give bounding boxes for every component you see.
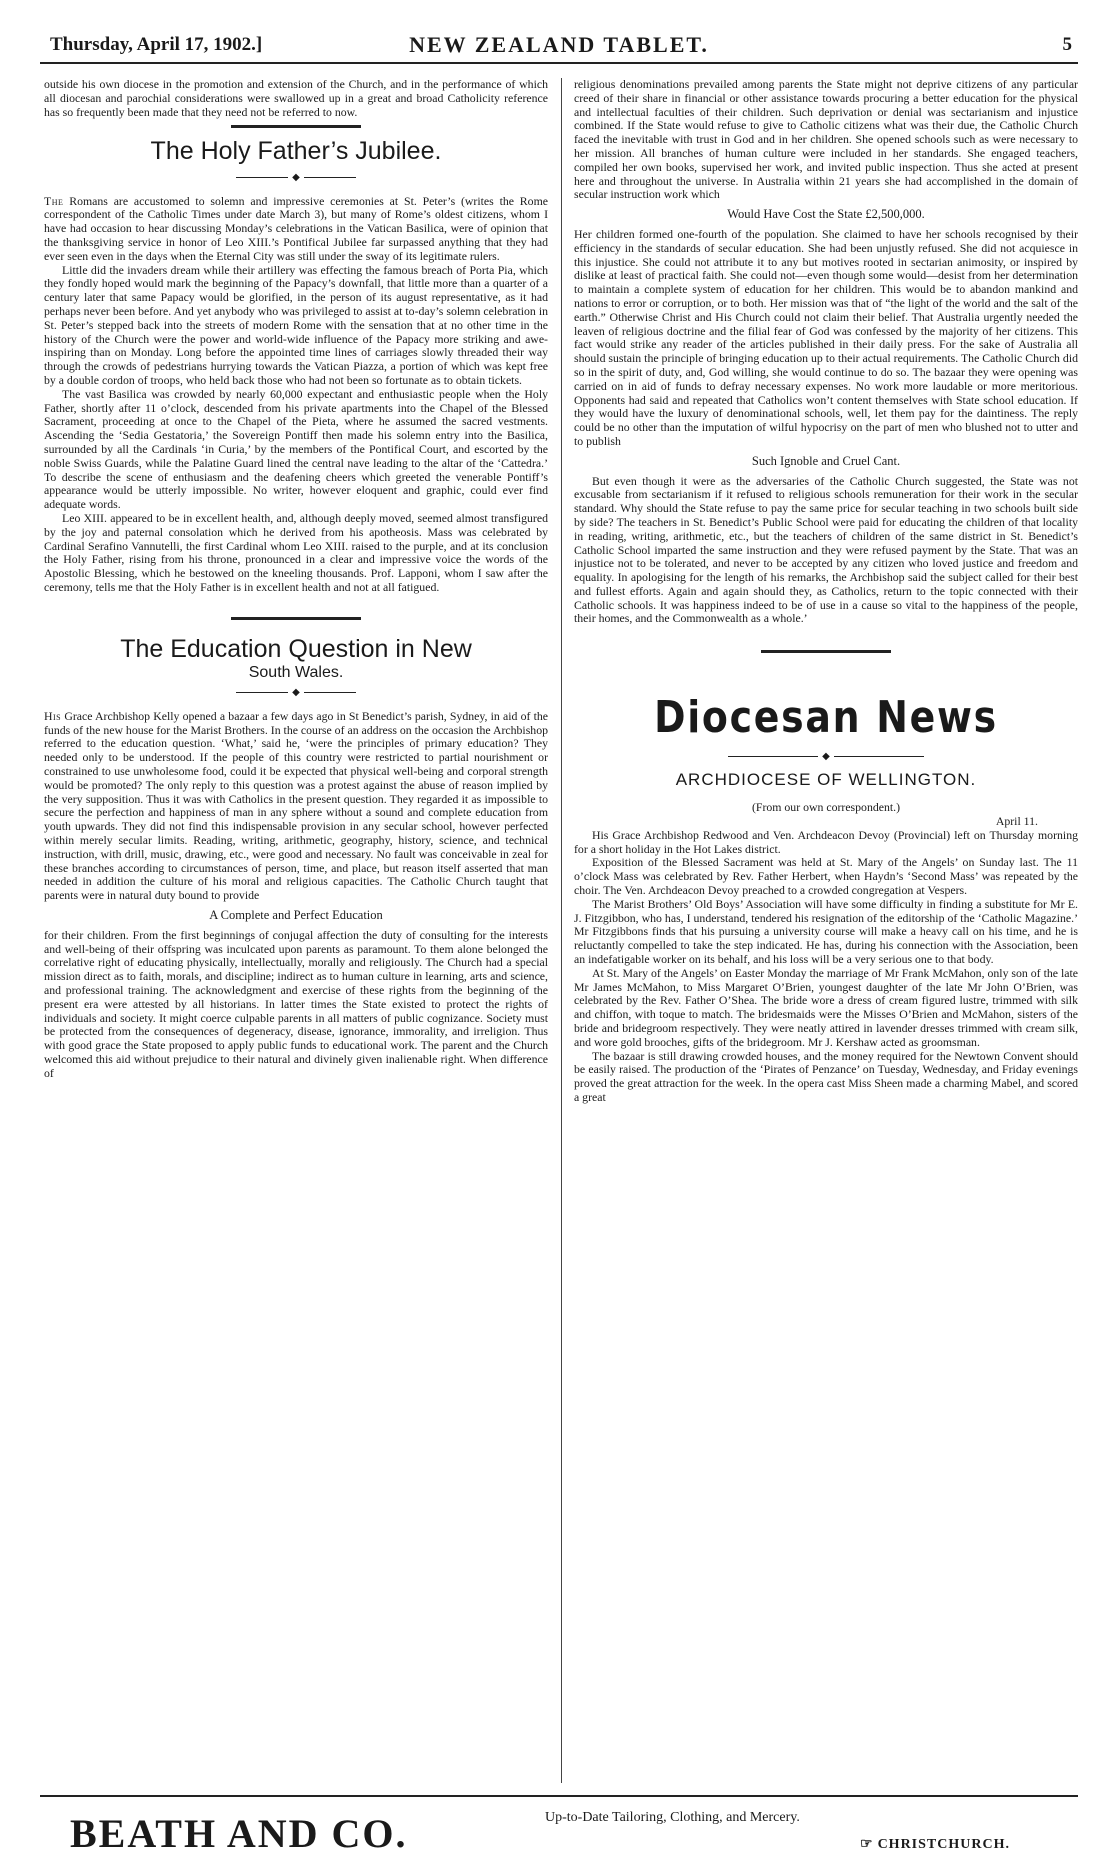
education-subhead: A Complete and Perfect Education xyxy=(209,908,383,923)
byline: (From our own correspondent.) xyxy=(751,800,901,815)
education-paragraph: But even though it were as the adversaries of the Catholic Church suggested, the State was not excusable from sectarianism if it refused to religious schools remuneration for their work in the secular standard. Why should the State refuse to pay the same price for secular teaching in two schools built side by side? The teachers in St. Benedict’s Public School were paid for educating the children of that locality in reading, writing, arithmetic, etc., but the teachers of children of the same district in St. Benedict’s Catholic School imparted the same instruction and they were refused payment by the State. That was an injustice not to be tolerated, and never to be accepted by any citizen who loved justice and freedom and equality. In apologising for the length of his remarks, the Archbishop said the subject called for their best and fullest efforts. Again and again should they, as Catholics, return to the topic connected with their Catholic schools. It was happiness indeed to be of use in a cause so vital to the happiness of the people, their homes, and the Commonwealth as a whole.’ xyxy=(574,473,1078,626)
advertisement-tagline: Up-to-Date Tailoring, Clothing, and Mercery. xyxy=(545,1810,800,1825)
left-column xyxy=(44,78,548,1788)
education-paragraph: religious denominations prevailed among parents the State might not deprive citizens of any particular creed of their share in financial or other assistance towards procuring a better education for the physical and intellectual faculties of their children. Such deprivation or denial was sectarianism and injustice combined. If the State would refuse to give to Catholic citizens what was their due, the Catholic Church faced the inevitable with trust in God and in her children. She opened schools such as were necessary to her mission. All branches of human culture were included in her standards. She engaged teachers, compiled her own books, supervised her work, and invited public inspection. Thus she acted at present here and throughout the universe. In Australia within 21 years she had accomplished in the domain of secular instruction work which xyxy=(574,78,1078,202)
jubilee-paragraph: The vast Basilica was crowded by nearly 60,000 expectant and enthusiastic people when the Holy Father, shortly after 11 o’clock, descended from his private apartments into the Chapel of the Blessed Sacrament, proceeding at once to the Chapel of the Pieta, where he assumed the sacred vestments. Ascending the ‘Sedia Gestatoria,’ the Sovereign Pontiff then made his solemn entry into the Basilica, surrounded by all the Cardinals ‘in Curia,’ by the members of the Pontifical Court, and escorted by the noble Swiss Guards, while the Palatine Guard lined the central nave leading to the altar of the ‘Cattedra.’ To describe the scene of enthusiasm and the deafening cheers which greeted the venerable Pontiff’s appearance would be utterly impossible. No writer, however eloquent and graphic, could ever find adequate words. xyxy=(44,386,548,512)
education-paragraph: His Grace Archbishop Kelly opened a bazaar a few days ago in St Benedict’s parish, Sydney, in aid of the funds of the new house for the Marist Brothers. In the course of an address on the occasion the Archbishop referred to the education question. ‘What,’ said he, ‘were the principles of primary education? They needed only to be understood. If the people of this country were restricted to partial nourishment or constrained to use unwholesome food, could it be expected that physical well-being and corporal strength would be promoted? The only reply to this question was a protest against the abuse of reason implied by the very supposition. Thus it was with Catholics in the present question. They regarded it as impossible to secure the perfection and happiness of man in any sphere without a sound and complete education from youth upwards. They did not find this indispensable provision in any secular school, however perfected within merely secular limits. Reading, writing, arithmetic, geography, history, science, and technical instruction, with drill, music, drawing, etc., were good and necessary. No fault was conceivable in zeal for these branches according to circumstances of person, time, and place, but reason itself asserted that man needed in addition the culture of his moral and religious capacities. The Catholic Church taught that parents were in natural duty bound to provide xyxy=(44,708,548,903)
footer-rule xyxy=(40,1795,1078,1797)
education-paragraph: Her children formed one-fourth of the population. She claimed to have her schools recognised by their efficiency in the standards of secular education. She had been unjustly refused. She did not acquiesce in this injustice. She could not attribute it to any but motives rooted in sectarian animosity, or inspired by dislike at least of practical faith. She could not—even though some would—desist from her determination to maintain a complete system of education for her children. This would be to abandon mankind and nations to error or corruption, or to both. Her mission was that of “the light of the world and the salt of the earth.” Otherwise Christ and His Church could not claim their belief. That Australia urgently needed the leaven of religious doctrine and the filial fear of God was confessed by the majority of her citizens. This fact would strike any reader of the articles published in their daily press. For the sake of Australia all should sustain the principle of bringing education up to their actual requirements. The Catholic Church did so in the spirit of duty, and, God willing, she would continue to do so. The bazaar they were opening was carried on in aid of funds to defray necessary expenses. No work more laudable or more meritorious. Opponents had said and repeated that Catholics won’t content themselves with State school education. If they would have the luxury of denominational schools, well, let them pay for the daintiness. The reply could be no other than the imputation of wilful hypocrisy on the part of men who blushed not to utter and to publish xyxy=(574,226,1078,448)
news-paragraph: His Grace Archbishop Redwood and Ven. Archdeacon Devoy (Provincial) left on Thursday morning for a short holiday in the Hot Lakes district. xyxy=(574,827,1078,856)
article-continuation: outside his own diocese in the promotion and extension of the Church, and in the performance of which all diocesan and parochial considerations were swallowed up in a great and broad Catholicity reference has so frequently been made that they need not be referred to now. xyxy=(44,78,548,119)
jubilee-paragraph: The Romans are accustomed to solemn and impressive ceremonies at St. Peter’s (writes the Rome correspondent of the Catholic Times under date March 3), but many of Rome’s oldest citizens, whom I have had occasion to hear discussing Monday’s celebrations in the Vatican Basilica, were of opinion that the thanksgiving service in honor of Leo XIII.’s Pontifical Jubilee far surpassed anything that they had ever seen even in the days when the Eternal City was still under the sway of its legitimate rulers. xyxy=(44,193,548,263)
headline-ornament xyxy=(44,170,548,184)
headline-ornament xyxy=(44,686,548,700)
advertiser-name: BEATH AND CO. xyxy=(70,1811,408,1856)
masthead xyxy=(40,30,1078,64)
column-divider xyxy=(561,78,562,1783)
news-paragraph: The bazaar is still drawing crowded houses, and the money required for the Newtown Convent should be easily raised. The production of the ‘Pirates of Penzance’ on Tuesday, Wednesday, and Friday evenings proved the great attraction for the week. In the opera cast Miss Sheen made a charming Mabel, and scored a great xyxy=(574,1048,1078,1104)
news-paragraph: Exposition of the Blessed Sacrament was held at St. Mary of the Angels’ on Sunday last. The 11 o’clock Mass was celebrated by Rev. Father Herbert, when Haydn’s ‘Second Mass’ was repeated by the choir. The Ven. Archdeacon Devoy preached to a crowded congregation at Vespers. xyxy=(574,855,1078,898)
issue-date: Thursday, April 17, 1902.] xyxy=(50,34,263,55)
article-separator xyxy=(231,617,361,620)
education-paragraph: for their children. From the first beginnings of conjugal affection the duty of consulting for the interests and well-being of their offspring was inculcated upon parents as paramount. To them alone belonged the correlative right of educating physically, intellectually, morally and religiously. The Church had a special mission direct as to faith, morals, and discipline; indirect as to human culture in learning, arts and science, and professional training. The acknowledgment and exercise of these rights from the beginning of the present era were attested by all historians. In latter times the State existed to protect the rights of individuals and society. It might coerce culpable parents in all matters of public cognizance. Society must be protected from the consequences of degeneracy, disease, ignorance, immorality, and irreligion. Thus with good grace the State proposed to apply public funds to educational work. The parent and the Church welcomed this aid without prejudice to their natural and divinely given inalienable right. When difference of xyxy=(44,927,548,1080)
article-separator xyxy=(231,125,361,128)
diamond-ornament-icon: ◆ xyxy=(292,687,300,699)
education-subhead: Would Have Cost the State £2,500,000. xyxy=(727,207,925,222)
page-number: 5 xyxy=(1062,34,1072,55)
education-subhead: Such Ignoble and Cruel Cant. xyxy=(751,453,901,468)
dateline: April 11. xyxy=(995,814,1038,829)
jubilee-paragraph: Leo XIII. appeared to be in excellent health, and, although deeply moved, seemed almost transfigured by the joy and paternal consolation which he derived from his apotheosis. Mass was celebrated by Cardinal Serafino Vannutelli, the first Cardinal whom Leo XIII. raised to the purple, and at its conclusion the Holy Father, rising from his throne, pronounced in a clear and impressive voice the words of the Apostolic Blessing, which he bestowed on the kneeling thousands. Prof. Lapponi, whom I saw after the ceremony, tells me that the Holy Father is in excellent health and not at all fatigued. xyxy=(44,510,548,594)
education-headline: The Education Question in New xyxy=(120,634,472,663)
diamond-ornament-icon: ◆ xyxy=(822,750,830,762)
publication-title: NEW ZEALAND TABLET. xyxy=(409,32,709,57)
news-paragraph: At St. Mary of the Angels’ on Easter Monday the marriage of Mr Frank McMahon, only son of the late Mr James McMahon, to Miss Margaret O’Brien, youngest daughter of the late Mr John O’Brien, was celebrated by the Rev. Father O’Shea. The bride wore a dress of cream figured lustre, trimmed with silk and chiffon, with toque to match. The bridesmaids were the Misses O’Brien and McMahon, sisters of the bride and bridegroom respectively. They were neatly attired in lavender dresses trimmed with cream silk, and wore gold brooches, gifts of the bridegroom. Mr J. Kershaw acted as groomsman. xyxy=(574,965,1078,1049)
jubilee-paragraph: Little did the invaders dream while their artillery was effecting the famous breach of Porta Pia, which they fondly hoped would mark the beginning of the Papacy’s downfall, that little more than a quarter of a century later that same Papacy would be glorified, in the person of its august representative, as it had perhaps never been before. And yet anybody who was privileged to assist at to-day’s solemn celebration in St. Peter’s stepped back into the streets of modern Rome with the sensation that at no other time in the history of the Church were the power and world-wide influence of the Papacy more striking and awe-inspiring than on Monday. Long before the appointed time lines of carriages slowly threaded their way through the crowds of pedestrians hurrying towards the Vatican Piazza, a portion of which was kept free by a double cordon of troops, who held back those who had not been so fortunate as to obtain tickets. xyxy=(44,262,548,387)
heading-ornament xyxy=(574,749,1078,763)
section-separator xyxy=(761,650,891,653)
right-column xyxy=(574,78,1078,1788)
diocesan-news-heading: Diocesan News xyxy=(654,692,998,744)
advertisement-city: ☞ CHRISTCHURCH. xyxy=(860,1837,1010,1852)
news-paragraph: The Marist Brothers’ Old Boys’ Association will have some difficulty in finding a substitute for Mr E. J. Fitzgibbon, who has, I understand, tendered his resignation of the editorship of the ‘Catholic Magazine.’ Mr Fitzgibbons finds that his pursuing a university course will make a heavy call on his time, and he is reluctantly compelled to take the step indicated. He has, during his connection with the Association, been an indefatigable worker on its behalf, and his loss will be a very serious one to that body. xyxy=(574,896,1078,967)
jubilee-headline: The Holy Father’s Jubilee. xyxy=(150,137,442,166)
pointing-hand-icon: ☞ xyxy=(860,1837,874,1852)
education-headline-line2: South Wales. xyxy=(248,663,344,681)
diamond-ornament-icon: ◆ xyxy=(292,171,300,183)
archdiocese-heading: ARCHDIOCESE OF WELLINGTON. xyxy=(675,770,977,790)
